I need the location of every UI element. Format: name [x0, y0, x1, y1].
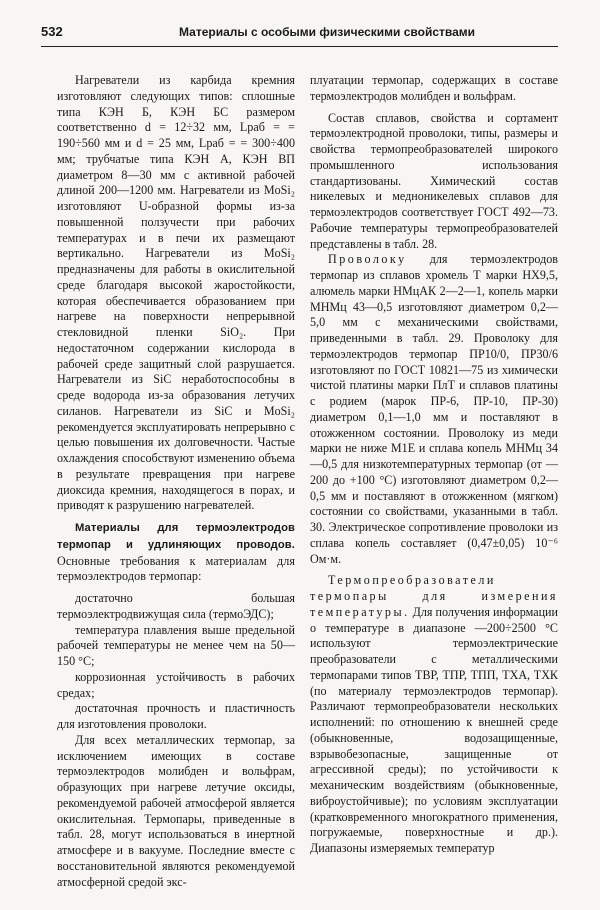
spaced-term-wire: Проволоку: [328, 252, 407, 267]
requirement-item: достаточная прочность и пластичность для изготовления проволоки.: [57, 701, 295, 731]
running-title: Материалы с особыми физическими свойствами: [179, 25, 476, 39]
paragraph-continuation: плуатации термопар, содержащих в составе термоэлектродов молибден и вольфрам.: [310, 73, 558, 103]
section-lead: Основные требования к материалам для термоэлектродов термопар:: [57, 553, 295, 584]
page-number: 532: [41, 24, 63, 39]
requirement-item: достаточно большая термоэлектродвижущая сила (термоЭДС);: [57, 591, 295, 621]
requirement-item: коррозионная устойчивость в рабочих средах;: [57, 669, 295, 700]
requirement-item: температура плавления выше предельной рабочей температуры не менее чем на 50—150 °С;: [57, 622, 295, 668]
paragraph-converters: [310, 573, 558, 857]
paragraph-atmosphere: Для всех металлических термопар, за исключением имеющих в составе термоэлектродов молибден и вольфрам, образующих при нагреве летучие оксиды, рекомендуемой рабочей атмосферой является окислительная. Термопары, приведенные в табл. 28, могут использоваться в инертной атмосфере и в вакууме. Последние вместе с восстановительной являются рекомендуемой атмосферной средой экс-: [57, 732, 295, 889]
left-column: [57, 73, 295, 890]
paragraph-alloys: Состав сплавов, свойства и сортамент термоэлектродной проволоки, типы, размеры и свойства термопреобразователей широкого промышленного использования стандартизованы. Химический состав никелевых и медноникелевых сплавов для термоэлектродов соответствует ГОСТ 492—73. Рабочие температуры термопреобразователей представлены в табл. 28.: [310, 110, 558, 251]
page-header: [41, 24, 558, 47]
right-column: [310, 73, 558, 857]
converters-text: Для получения информации о температуре в диапазоне —200÷2500 °С используют термоэлектрические преобразователи с металлическими термопарами типов ТВР, ТПР, ТПП, ТХА, ТХК (по материалу термоэлектродов термопар). Различают термопреобразователи нескольких исполнений: по отношению к внешней среде (обыкновенные, водозащищенные, взрывобезопасные, защищенные от агрессивной среды); по устойчивости к механическим воздействиям (обыкновенные, виброустойчивые); по условиям эксплуатации (кратковременного многократного применения, погружаемые, поверхностные и др.). Диапазоны измеряемых температур: [310, 604, 558, 855]
section-heading-paragraph: [57, 520, 295, 585]
paragraph-wire: [310, 252, 558, 567]
spaced-term-converters: Термопреобразователи термопары для измерения температуры.: [310, 573, 558, 619]
paragraph-heaters: Нагреватели из карбида кремния изготовляют следующих типов: сплошные типа КЭН Б, КЭН БС размером соответственно d = 12÷32 мм, Lраб = = 190÷560 мм и d = 25 мм, Lраб = = 300÷400 мм; трубчатые типа КЭН А, КЭН ВП диаметром 8—30 мм с активной рабочей длиной 200—1200 мм. Нагреватели из MoSi₂ изготовляют U-образной формы из-за повышенной ползучести при рабочих температурах и в печи их размещают вертикально. Нагреватели из MoSi₂ предназначены для работы в окислительной среде благодаря высокой жаростойкости, которая обеспечивается образованием при нагреве на поверхности непрерывной стекловидной пленки SiO₂. При недостаточном содержании кислорода в рабочей среде защитный слой разрушается. Нагреватели из SiC неработоспособны в среде водорода из-за образования летучих силанов. Нагреватели из SiC и MoSi₂ рекомендуется эксплуатировать непрерывно с целью повышения их долговечности. Частые охлаждения способствуют изменению объема в результате превращения при нагреве диоксида кремния, находящегося в порах, и приводят к разрушению нагревателей.: [57, 73, 295, 513]
wire-text: для термоэлектродов термопар из сплавов хромель Т марки НХ9,5, алюмель марки НМцАК 2—2—1, копель марки МНМц 43—0,5 изготовляют диаметром 0,2—5,0 мм с механическими свойствами, приведенными в табл. 29. Проволоку для термоэлектродов термопар ПР10/0, ПР30/6 изготовляют по ГОСТ 10821—75 из химически чистой платины марки ПлТ и сплавов платины с родием (марок ПР-6, ПР-10, ПР-30) диаметром 0,1—1,0 мм и поставляют в отожженном состоянии. Проволоку из меди марки не ниже М1Е и сплава копель МНМц 34—0,5 для низкотемпературных термопар (от —200 до +100 °С) изготовляют диаметром 0,2—0,5 мм и поставляют в отожженном (мягком) состоянии со свойствами, указанными в табл. 30. Электрическое сопротивление проволоки из сплава копель составляет (0,47±0,05) 10⁻⁶ Ом·м.: [310, 252, 558, 566]
section-title: Материалы для термоэлектродов термопар и удлиняющих проводов.: [57, 522, 295, 551]
